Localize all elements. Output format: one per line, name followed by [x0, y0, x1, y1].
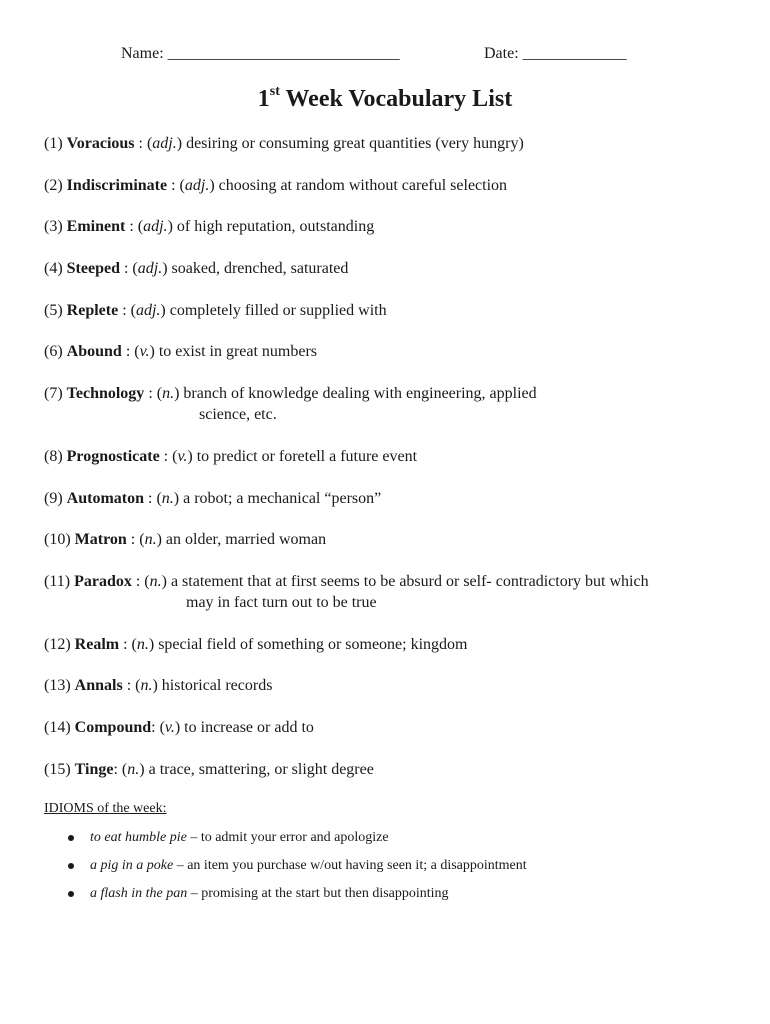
vocab-part-of-speech: n.	[149, 572, 162, 590]
vocabulary-list	[44, 133, 744, 800]
vocab-number: (6)	[44, 343, 67, 361]
title-text: Week Vocabulary List	[279, 86, 513, 112]
vocab-item	[44, 634, 744, 655]
vocab-part-of-speech: n.	[136, 635, 149, 653]
page-title	[0, 86, 770, 113]
vocab-part-of-speech: v.	[164, 718, 175, 736]
vocab-item	[44, 175, 744, 196]
vocab-part-of-speech: v.	[177, 447, 188, 465]
vocab-word: Voracious	[66, 135, 135, 152]
vocab-number: (8)	[44, 447, 67, 465]
vocab-word: Realm	[74, 635, 120, 653]
vocab-definition: ) of high reputation, outstanding	[167, 218, 375, 236]
idiom-phrase: to eat humble pie	[90, 830, 187, 845]
vocab-word: Eminent	[66, 218, 126, 236]
vocab-number: (7)	[44, 385, 67, 403]
idioms-section	[44, 800, 744, 913]
vocab-item	[44, 529, 744, 550]
vocab-word: Indiscriminate	[66, 176, 168, 194]
idiom-meaning: – an item you purchase w/out having seen it; a disappointment	[173, 858, 527, 873]
vocab-separator: : (	[125, 218, 144, 236]
vocab-item	[44, 446, 744, 467]
vocab-part-of-speech: n.	[162, 385, 175, 403]
vocab-word: Compound	[74, 718, 152, 736]
vocab-definition-continuation: may in fact turn out to be true	[186, 593, 377, 611]
vocab-separator: : (	[167, 176, 185, 194]
vocab-separator: : (	[144, 385, 163, 403]
vocab-definition: ) desiring or consuming great quantities (very hungry)	[176, 135, 524, 152]
vocab-separator: : (	[159, 447, 178, 465]
vocab-part-of-speech: adj.	[184, 176, 210, 194]
vocab-separator: : (	[121, 343, 140, 361]
vocab-separator: : (	[119, 635, 137, 653]
vocab-separator: : (	[144, 489, 162, 507]
vocab-number: (12)	[44, 635, 75, 653]
title-ordinal-suffix: st	[269, 84, 280, 99]
vocab-item	[44, 216, 744, 237]
vocab-word: Matron	[74, 531, 127, 549]
vocab-part-of-speech: n.	[140, 677, 153, 695]
vocab-item	[44, 341, 744, 362]
vocab-separator: : (	[134, 135, 153, 152]
vocab-definition: ) choosing at random without careful selection	[209, 176, 508, 194]
vocab-number: (11)	[44, 572, 75, 590]
title-ordinal-number: 1	[257, 86, 270, 112]
vocab-word: Replete	[66, 301, 119, 319]
vocab-number: (2)	[44, 176, 67, 194]
name-field: Name: _____________________________	[121, 45, 400, 62]
vocab-item	[44, 300, 744, 321]
date-field: Date: _____________	[484, 45, 627, 62]
vocab-word: Tinge	[74, 760, 114, 778]
vocab-part-of-speech: adj.	[152, 135, 177, 152]
vocab-word: Annals	[74, 677, 123, 695]
vocab-item	[44, 258, 744, 279]
vocab-separator: : (	[118, 301, 136, 319]
idiom-meaning: – to admit your error and apologize	[186, 830, 389, 845]
idiom-item	[44, 857, 744, 875]
idioms-heading: IDIOMS of the week:	[44, 801, 167, 816]
vocab-number: (10)	[44, 531, 75, 549]
vocab-definition: ) special field of something or someone; kingdom	[148, 635, 468, 653]
vocab-word: Prognosticate	[66, 447, 160, 465]
vocab-part-of-speech: adj.	[143, 218, 168, 236]
bullet-icon	[68, 863, 74, 869]
vocab-item	[44, 133, 744, 154]
idiom-item	[44, 829, 744, 847]
vocab-separator: : (	[126, 531, 145, 549]
vocab-definition: ) to exist in great numbers	[149, 343, 318, 361]
vocab-number: (3)	[44, 218, 67, 236]
vocab-item	[44, 675, 744, 696]
idioms-list	[44, 829, 744, 903]
vocab-part-of-speech: n.	[161, 489, 174, 507]
idiom-item	[44, 885, 744, 903]
bullet-icon	[68, 891, 74, 897]
idiom-phrase: a flash in the pan	[90, 886, 188, 901]
vocab-number: (1)	[44, 135, 67, 152]
vocab-definition: ) soaked, drenched, saturated	[162, 260, 349, 278]
idiom-phrase: a pig in a poke	[90, 858, 174, 873]
vocab-part-of-speech: n.	[127, 760, 140, 778]
vocab-definition-continuation: science, etc.	[199, 406, 277, 424]
vocab-word: Technology	[66, 385, 145, 403]
vocab-part-of-speech: adj.	[137, 260, 163, 278]
vocab-word: Abound	[66, 343, 122, 361]
vocab-part-of-speech: n.	[144, 531, 157, 549]
vocab-word: Steeped	[66, 260, 120, 278]
vocab-definition: ) a statement that at first seems to be absurd or self- contradictory but which	[161, 572, 649, 590]
vocab-definition: ) a robot; a mechanical “person”	[173, 489, 382, 507]
vocab-separator: : (	[119, 260, 138, 278]
vocab-definition: ) to increase or add to	[174, 718, 314, 736]
vocab-number: (5)	[44, 301, 67, 319]
vocab-word: Paradox	[74, 572, 132, 590]
idiom-meaning: – promising at the start but then disappointing	[187, 886, 449, 901]
vocab-definition: ) branch of knowledge dealing with engineering, applied	[174, 385, 537, 403]
vocab-separator: : (	[122, 677, 141, 695]
vocab-definition: ) an older, married woman	[156, 531, 327, 549]
vocab-number: (4)	[44, 260, 67, 278]
vocab-item	[44, 717, 744, 738]
vocab-number: (9)	[44, 489, 67, 507]
vocab-item	[44, 759, 744, 780]
vocab-definition: ) historical records	[152, 677, 273, 695]
vocab-item	[44, 383, 744, 425]
bullet-icon	[68, 835, 74, 841]
vocab-part-of-speech: adj.	[135, 301, 161, 319]
vocab-definition: ) to predict or foretell a future event	[187, 447, 418, 465]
vocab-separator: : (	[151, 718, 165, 736]
vocab-definition: ) a trace, smattering, or slight degree	[139, 760, 374, 778]
vocab-part-of-speech: v.	[139, 343, 150, 361]
vocab-number: (13)	[44, 677, 75, 695]
vocab-separator: : (	[131, 572, 150, 590]
vocab-word: Automaton	[66, 489, 144, 507]
vocab-item	[44, 488, 744, 509]
vocab-number: (14)	[44, 718, 75, 736]
vocab-separator: : (	[113, 760, 128, 778]
vocab-definition: ) completely filled or supplied with	[160, 301, 387, 319]
vocab-item	[44, 571, 744, 613]
vocab-number: (15)	[44, 760, 75, 778]
